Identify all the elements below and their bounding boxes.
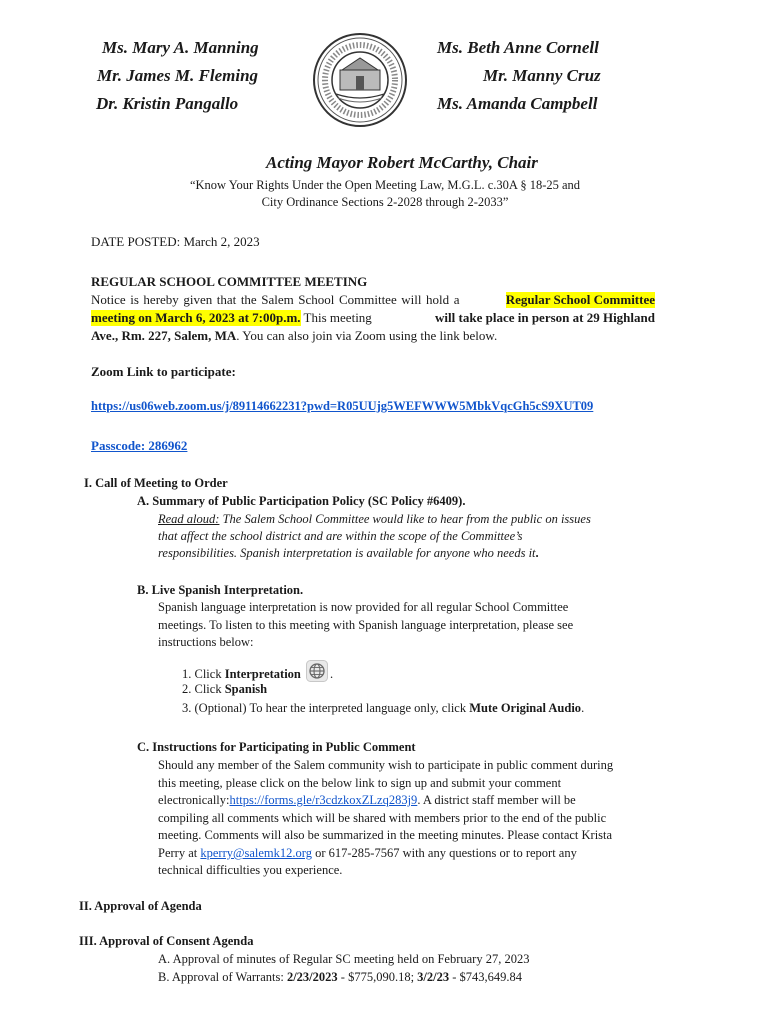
step-text: . [330,667,334,681]
comment-text: compiling all comments which will be shared with members prior to the end of the public [158,811,607,825]
warrants-text: B. Approval of Warrants: [158,970,287,984]
section-title: III. Approval of Consent Agenda [79,934,254,948]
notice-text: Notice is hereby given that the Salem School Committee will hold a [91,292,460,307]
member-name: Ms. Mary A. Manning [102,38,259,57]
step-text: 3. (Optional) To hear the interpreted language only, click [182,701,470,715]
step-text: 2. Click [182,682,225,696]
zoom-passcode[interactable]: Passcode: 286962 [91,438,188,453]
notice-highlight: meeting on March 6, 2023 at 7:00p.m. [91,310,301,325]
notice-line [91,328,497,344]
policy-text: responsibilities. Spanish interpretation is available for anyone who needs it [158,546,536,560]
interpretation-text: instructions below: [158,635,254,649]
member-name: Ms. Beth Anne Cornell [437,38,599,57]
consent-item [158,970,522,985]
warrant-amount: - $775,090.18; [337,970,418,984]
notice-text: This meeting [300,310,376,325]
open-meeting-law-quote: “Know Your Rights Under the Open Meeting Law, M.G.L. c.30A § 18-25 and [189,178,581,192]
comment-text: Should any member of the Salem community wish to participate in public comment during [158,758,614,772]
step-1 [182,660,333,682]
consent-item: A. Approval of minutes of Regular SC meeting held on February 27, 2023 [158,952,530,966]
section-title: I. Call of Meeting to Order [84,476,228,490]
warrant-date: 3/2/23 [417,970,450,984]
comment-text: meeting. Comments will also be summarized in the meeting minutes. Please contact Krista [158,828,613,842]
item-title: C. Instructions for Participating in Public Comment [137,740,416,754]
comment-text: technical difficulties you experience. [158,863,343,877]
notice-line [91,292,655,308]
step-bold: Interpretation [224,667,301,681]
item-title: B. Live Spanish Interpretation. [137,583,304,597]
step-text: . [581,701,585,715]
comment-text: this meeting, please click on the below link to sign up and submit your comment [158,776,562,790]
notice-highlight: Regular School Committee [505,292,655,307]
step-bold: Spanish [224,682,268,696]
comment-text: or 617-285-7567 with any questions or to report any [311,846,577,860]
notice-location: Ave., Rm. 227, Salem, MA [91,328,237,343]
step-text: 1. Click [182,667,225,681]
item-title: A. Summary of Public Participation Policy (SC Policy #6409). [137,494,466,508]
read-aloud-line [158,512,591,527]
warrant-amount: - $743,649.84 [449,970,523,984]
warrant-date: 2/23/2023 [286,970,338,984]
comment-text: Perry at [158,846,201,860]
zoom-label: Zoom Link to participate: [91,364,236,379]
open-meeting-law-quote: City Ordinance Sections 2-2028 through 2-2033” [261,195,509,209]
date-posted: DATE POSTED: March 2, 2023 [91,234,260,249]
notice-line [91,310,655,326]
comment-text: . A district staff member will be [417,793,576,807]
section-title: II. Approval of Agenda [79,899,202,913]
step-2 [182,682,267,697]
notice-location: will take place in person at 29 Highland [435,310,655,325]
globe-icon [306,660,328,682]
read-aloud-label: Read aloud: [158,512,220,526]
policy-text: The Salem School Committee would like to hear from the public on issues [219,512,591,526]
interpretation-text: meetings. To listen to this meeting with Spanish language interpretation, please see [158,618,574,632]
notice-text: . You can also join via Zoom using the link below. [236,328,498,343]
member-name: Dr. Kristin Pangallo [96,94,239,113]
policy-text: that affect the school district and are within the scope of the Committee’s [158,529,523,543]
comment-line [158,793,576,808]
member-name: Mr. Manny Cruz [483,66,601,85]
member-name: Ms. Amanda Campbell [437,94,598,113]
step-3 [182,701,584,716]
member-name: Mr. James M. Fleming [97,66,259,85]
policy-line [158,546,539,561]
policy-text-end: . [535,546,539,560]
comment-form-link[interactable]: https://forms.gle/r3cdzkoxZLzq283j9 [229,793,418,807]
comment-text: electronically: [158,793,230,807]
comment-line [158,846,577,861]
chair-title: Acting Mayor Robert McCarthy, Chair [266,153,538,172]
interpretation-text: Spanish language interpretation is now provided for all regular School Committee [158,600,569,614]
step-bold: Mute Original Audio [469,701,582,715]
zoom-link[interactable]: https://us06web.zoom.us/j/89114662231?pwd=R05UUjg5WEFWWW5MbkVqcGh5cS9XUT09 [91,399,594,413]
city-seal-icon [312,32,408,128]
meeting-heading: REGULAR SCHOOL COMMITTEE MEETING [91,274,368,289]
email-link[interactable]: kperry@salemk12.org [200,846,312,860]
